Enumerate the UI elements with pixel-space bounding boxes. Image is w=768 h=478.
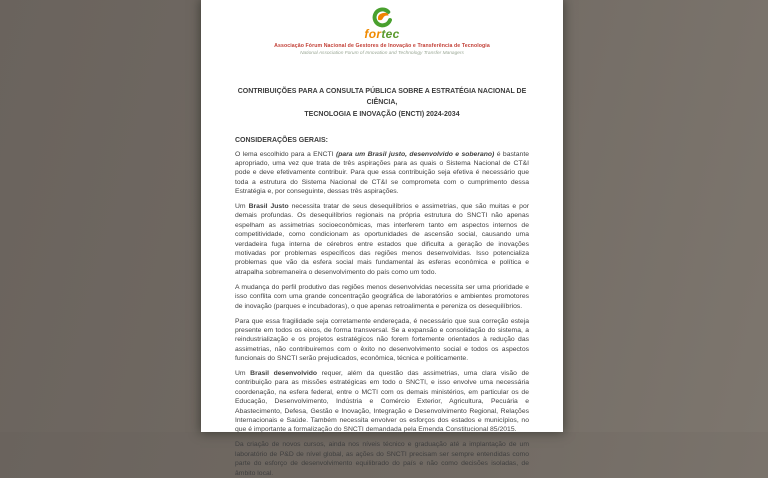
paragraph-4: Para que essa fragilidade seja corretamente endereçada, é necessário que sua correção esteja presente em todos os eixos, de forma transversal. Se a expansão e consolidação do sistema, a reindustrialização e os projetos estratégicos não forem fortemente orientados à redução das assimetrias, não contribuiremos com o êxito no desenvolvimento social e todos os aspectos funcionais do SNCTI serão prejudicados, econômica, técnica e politicamente. — [235, 317, 529, 363]
brand-wordmark — [235, 28, 529, 40]
fortec-swoosh-icon — [369, 7, 396, 29]
association-name-en: National Association Forum of Innovation and Technology Transfer Managers — [300, 50, 464, 56]
section-heading: CONSIDERAÇÕES GERAIS: — [235, 137, 328, 144]
paragraph-5: Um Brasil desenvolvido requer, além da questão das assimetrias, uma clara visão de contribuição para as missões estratégicas em todo o SNCTI, e isso envolve uma necessária coordenação, na esfera federal, entre o MCTI com os demais ministérios, em particular os de Educação, Desenvolvimento, Indústria e Comércio Exterior, Agricultura, Pecuária e Abastecimento, Defesa, Gestão e Inovação, Integração e Desenvolvimento Regional, Relações Internacionais e Saúde. Também necessita envolver os esforços dos estados e municípios, no que é importante a formalização do SNCTI demandada pela Emenda Constitucional 85/2015. — [235, 370, 530, 434]
association-name-pt: Associação Fórum Nacional de Gestores de Inovação e Transferência de Tecnologia — [274, 43, 490, 49]
document-page — [201, 0, 563, 477]
title-line-2: TECNOLOGIA E INOVAÇÃO (ENCTI) 2024-2034 — [304, 110, 460, 118]
title-line-1: CONTRIBUIÇÕES PARA A CONSULTA PÚBLICA SOBRE A ESTRATÉGIA NACIONAL DE CIÊNCIA, — [237, 87, 527, 106]
paragraph-3: A mudança do perfil produtivo das regiões menos desenvolvidas necessita ser uma prioridade e isso conflita com uma grande concentração geográfica de laboratórios e ambientes promotores de inovação (parques e incubadoras), o que apenas retroalimenta e pereniza os desequilíbrios. — [235, 283, 529, 310]
paragraph-2: Um Brasil Justo necessita tratar de seus desequilíbrios e assimetrias, que são muitas e por demais profundas. Os desequilíbrios regionais na própria estrutura do SNCTI não apenas espelham as assimetrias socioeconômicas, mas interferem tanto em aspectos internos de competitividade, como condicionam as oportunidades de ascensão social, causando uma verdadeira fuga interna de cérebros entre estados que dificulta a geração de inovações motivadas por problemas específicos das regiões menos desenvolvidas. Isso potencializa problemas que vão da esfera social mais fundamental às esferas econômica e política e atrapalha sobremaneira o desenvolvimento do país como um todo. — [235, 203, 530, 276]
fortec-logo — [235, 7, 529, 56]
brand-for: for — [364, 27, 382, 41]
paragraph-1: O lema escolhido para a ENCTI (para um Brasil justo, desenvolvido e soberano) é bastante apropriado, uma vez que trata de três aspirações para as quais o Sistema Nacional de CT&I pode e deve efetivamente contribuir. Para que essa contribuição seja efetiva é necessário que toda a estrutura do Sistema Nacional de CT&I se comprometa com o cumprimento dessa Estratégia e, por conseguinte, dessas três aspirações. — [235, 150, 530, 196]
document-title — [235, 86, 529, 121]
paragraph-6: Da criação de novos cursos, ainda nos níveis técnico e graduação até a implantação de um laboratório de P&D de nível global, as ações do SNCTI precisam ser sempre entendidas como parte do esforço de desenvolvimento equilibrado do país e não como decisões isoladas, de âmbito local. — [235, 441, 529, 477]
brand-tec: tec — [381, 27, 400, 41]
